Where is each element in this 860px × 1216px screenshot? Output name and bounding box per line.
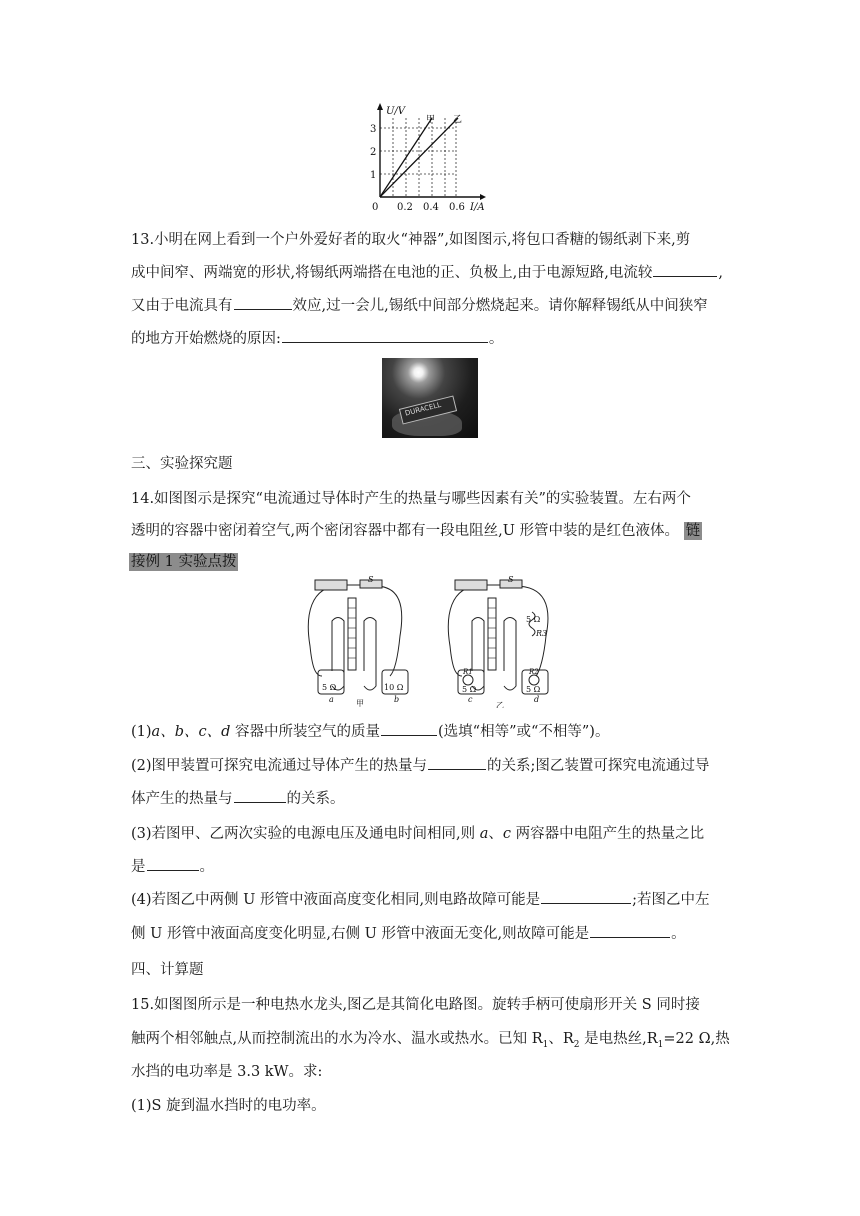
caption-jia: 甲	[356, 699, 364, 708]
y-tick-3: 3	[370, 124, 377, 135]
q14-part-1: (1)a、b、c、d 容器中所装空气的质量 (选填“相等”或“不相等”)。	[131, 720, 609, 741]
answer-blank[interactable]	[147, 856, 199, 871]
resistor-a-label: 5 Ω	[322, 683, 337, 692]
q15-line-2: 触两个相邻触点,从而控制流出的水为冷水、温水或热水。已知 $R_1$、$R_2$ 是电热丝$,R_1=22$ Ω,热	[131, 1031, 730, 1050]
r1-label: R1	[463, 668, 473, 676]
caption-yi: 乙	[496, 701, 504, 708]
switch-label-left: S	[368, 576, 374, 584]
x-tick-06: 0.6	[449, 202, 465, 213]
line-yi	[380, 118, 458, 197]
answer-blank[interactable]	[282, 328, 488, 343]
line-jia	[380, 118, 432, 197]
q13-line-1: 13.小明在网上看到一个户外爱好者的取火“神器”,如图图示,将包口香糖的锡纸剥下来,剪	[131, 232, 691, 248]
example-link[interactable]: 链	[685, 523, 701, 539]
answer-blank[interactable]	[234, 295, 292, 310]
resistor-c-label: 5 Ω	[462, 685, 477, 694]
answer-blank[interactable]	[541, 889, 631, 904]
x-tick-02: 0.2	[397, 202, 413, 213]
switch-label-right: S	[508, 576, 514, 584]
container-b-label: b	[394, 695, 400, 704]
origin-label: 0	[372, 202, 379, 213]
q14-part-4-line-2: 侧 U 形管中液面高度变化明显,右侧 U 形管中液面无变化,则故障可能是 。	[131, 922, 686, 943]
experiment-apparatus-figure	[300, 576, 562, 708]
battery-image: DURACELL	[399, 395, 457, 424]
q14-part-3-line-1: (3)若图甲、乙两次实验的电源电压及通电时间相同,则 a、c 两容器中电阻产生的热量之比	[131, 826, 705, 842]
q13-line-3: 又由于电流具有 效应,过一会儿,锡纸中间部分燃烧起来。请你解释锡纸从中间狭窄	[131, 294, 708, 315]
q15-line-3: 水挡的电功率是 3.3 kW。求:	[131, 1064, 323, 1080]
x-axis-label: I/A	[470, 202, 485, 213]
q14-part-2-line-2: 体产生的热量与 的关系。	[131, 787, 345, 808]
container-a-label: a	[329, 695, 334, 704]
q15-line-4: (1)S 旋到温水挡时的电功率。	[131, 1098, 326, 1114]
answer-blank[interactable]	[428, 755, 486, 770]
y-axis-label: U/V	[386, 106, 406, 117]
q14-part-4-line-1: (4)若图乙中两侧 U 形管中液面高度变化相同,则电路故障可能是 ;若图乙中左	[131, 888, 709, 909]
tinfoil-battery-photo	[382, 358, 478, 438]
q15-line-1: 15.如图图所示是一种电热水龙头,图乙是其简化电路图。旋转手柄可使扇形开关 S 同时接	[131, 997, 700, 1013]
r2-label: R2	[529, 668, 539, 676]
section-heading-calculation: 四、计算题	[131, 962, 204, 978]
q14-part-3-line-2: 是 。	[131, 855, 214, 876]
x-tick-04: 0.4	[423, 202, 439, 213]
answer-blank[interactable]	[590, 923, 670, 938]
answer-blank[interactable]	[653, 262, 717, 277]
q13-line-4: 的地方开始燃烧的原因: 。	[131, 327, 503, 348]
label-jia: 甲	[426, 115, 436, 125]
q14-line-2: 透明的容器中密闭着空气,两个密闭容器中都有一段电阻丝,U 形管中装的是红色液体。 链	[131, 523, 701, 539]
r3-value-label: 5 Ω	[526, 615, 541, 624]
q14-part-2-line-1: (2)图甲装置可探究电流通过导体产生的热量与 的关系;图乙装置可探究电流通过导	[131, 754, 709, 775]
answer-blank[interactable]	[234, 788, 286, 803]
y-tick-2: 2	[370, 147, 377, 158]
section-heading-experiment: 三、实验探究题	[131, 456, 233, 472]
example-link-cont[interactable]: 接例 1 实验点拨	[131, 554, 237, 570]
label-yi: 乙	[453, 115, 463, 125]
r3-label: R3	[536, 629, 548, 638]
q14-line-1: 14.如图图示是探究“电流通过导体时产生的热量与哪些因素有关”的实验装置。左右两个	[131, 491, 691, 507]
y-tick-1: 1	[370, 170, 377, 181]
resistor-b-label: 10 Ω	[384, 683, 404, 692]
container-d-label: d	[534, 695, 540, 704]
container-c-label: c	[468, 695, 473, 704]
q13-line-2: 成中间窄、两端宽的形状,将锡纸两端搭在电池的正、负极上,由于电源短路,电流较 ,	[131, 261, 723, 282]
answer-blank[interactable]	[381, 721, 437, 736]
u-i-graph	[360, 100, 500, 216]
resistor-d-label: 5 Ω	[526, 685, 541, 694]
